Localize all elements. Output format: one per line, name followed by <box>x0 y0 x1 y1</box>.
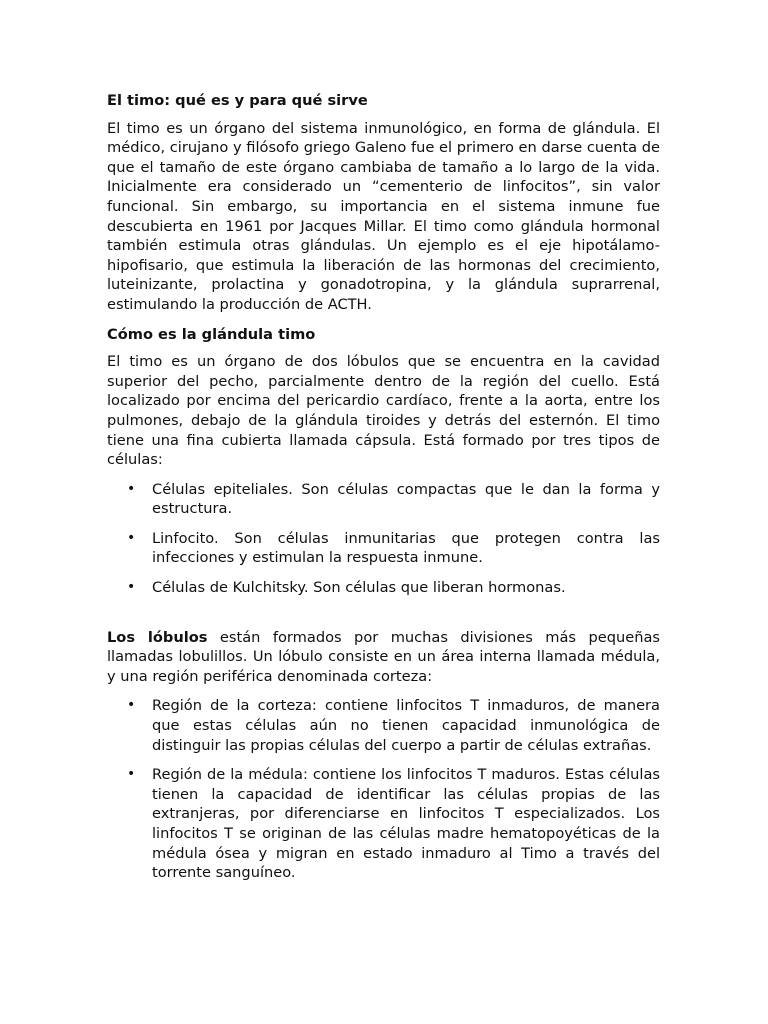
bullet-icon: • <box>127 766 136 783</box>
section-title-que-es: El timo: qué es y para qué sirve <box>107 92 368 109</box>
cell-types-list <box>107 480 660 598</box>
intro-paragraph: El timo es un órgano del sistema inmunológico, en forma de glándula. El médico, cirujano y filósofo griego Galeno fue el primero en darse cuenta de que el tamaño de este órgano cambiaba de tamaño a lo largo de la vida. Inicialmente era considerado un “cementerio de linfocitos”, sin valor funcional. Sin embargo, su importancia en el sistema inmune fue descubierta en 1961 por Jacques Millar. El timo como glándula hormonal también estimula otras glándulas. Un ejemplo es el eje hipotálamo-hipofisario, que estimula la liberación de las hormonas del crecimiento, luteinizante, prolactina y gonadotropina, y la glándula suprarrenal, estimulando la producción de ACTH. <box>107 119 660 313</box>
bullet-icon: • <box>127 579 136 596</box>
list-item-text: Linfocito. Son células inmunitarias que protegen contra las infecciones y estimulan la respuesta inmune. <box>152 529 660 567</box>
list-item-text: Células epiteliales. Son células compactas que le dan la forma y estructura. <box>152 480 660 518</box>
regions-list <box>107 696 660 882</box>
list-item <box>107 765 660 883</box>
lobulos-lead-bold: Los lóbulos <box>107 628 208 646</box>
bullet-icon: • <box>127 697 136 714</box>
lobulos-paragraph-text: están formados por muchas divisiones más pequeñas llamadas lobulillos. Un lóbulo consiste en un área interna llamada médula, y una región periférica denominada corteza: <box>107 628 661 685</box>
description-paragraph: El timo es un órgano de dos lóbulos que se encuentra en la cavidad superior del pecho, parcialmente dentro de la región del cuello. Está localizado por encima del pericardio cardíaco, frente a la aorta, entre los pulmones, debajo de la glándula tiroides y detrás del esternón. El timo tiene una fina cubierta llamada cápsula. Está formado por tres tipos de células: <box>107 353 660 469</box>
spacer <box>107 608 660 628</box>
list-item-text: Región de la corteza: contiene linfocitos T inmaduros, de manera que estas células aún no tienen capacidad inmunológica de distinguir las propias células del cuerpo a partir de células extrañas. <box>152 697 660 754</box>
lobulos-paragraph <box>107 628 660 687</box>
list-item <box>107 480 660 519</box>
list-item-text: Región de la médula: contiene los linfocitos T maduros. Estas células tienen la capacidad de identificar las células propias de las extranjeras, por diferenciarse en linfocitos T especializados. Los linfocitos T se originan de las células madre hematopoyéticas de la médula ósea y migran en estado inmaduro al Timo a través del torrente sanguíneo. <box>152 766 660 882</box>
list-item <box>107 578 660 598</box>
list-item-text: Células de Kulchitsky. Son células que liberan hormonas. <box>152 579 566 597</box>
list-item <box>107 529 660 568</box>
bullet-icon: • <box>127 529 136 546</box>
list-item <box>107 696 660 755</box>
bullet-icon: • <box>127 480 136 497</box>
section-title-como-es: Cómo es la glándula timo <box>107 325 316 343</box>
